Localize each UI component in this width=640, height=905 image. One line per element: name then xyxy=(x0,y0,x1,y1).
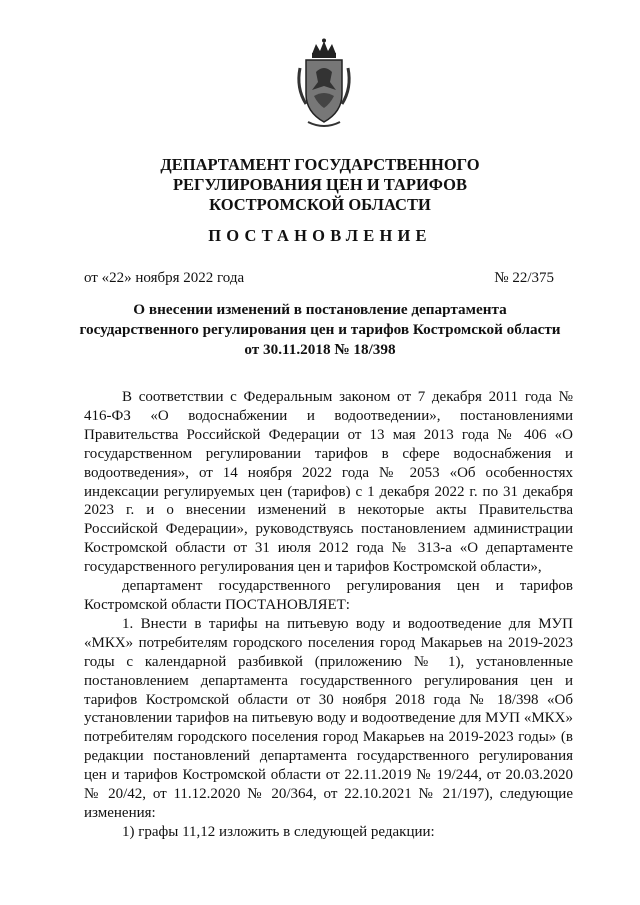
title-line-2: государственного регулирования цен и тарифов Костромской области xyxy=(79,321,561,338)
coat-of-arms-emblem xyxy=(294,38,354,128)
document-number: № 22/375 xyxy=(494,270,554,286)
document-body xyxy=(84,388,573,842)
paragraph-resolves: департамент государственного регулирования цен и тарифов Костромской области ПОСТАНОВЛЯЕТ: xyxy=(84,578,573,613)
title-line-3: от 30.11.2018 № 18/398 xyxy=(244,341,396,358)
header-line-1: ДЕПАРТАМЕНТ ГОСУДАРСТВЕННОГО xyxy=(160,155,480,174)
paragraph-item-1: 1. Внести в тарифы на питьевую воду и водоотведение для МУП «МКХ» потребителям городского поселения город Макарьев на 2019-2023 годы с календарной разбивкой (приложению № 1), установленные постановлением департамента государственного регулирования цен и тарифов Костромской области от 30 ноября 2018 года № 18/398 «Об установлении тарифов на питьевую воду и водоотведение для МУП «МКХ» потребителям городского поселения город Макарьев на 2019-2023 годы» (в редакции постановлений департамента государственного регулирования цен и тарифов Костромской области от 22.11.2019 № 19/244, от 20.03.2020 № 20/42, от 11.12.2020 № 20/364, от 22.10.2021 № 21/197), следующие изменения: xyxy=(84,615,573,821)
department-header xyxy=(60,155,580,215)
document-title xyxy=(70,300,570,360)
title-line-1: О внесении изменений в постановление департамента xyxy=(133,301,507,318)
document-type: ПОСТАНОВЛЕНИЕ xyxy=(208,226,432,245)
header-line-2: РЕГУЛИРОВАНИЯ ЦЕН И ТАРИФОВ xyxy=(172,175,468,194)
document-date: от «22» ноября 2022 года xyxy=(84,270,245,286)
paragraph-preamble: В соответствии с Федеральным законом от 7 декабря 2011 года № 416-ФЗ «О водоснабжении и водоотведении», постановлениями Правительства Российской Федерации от 13 мая 2013 года № 406 «О государственном регулировании тарифов в сфере водоснабжения и водоотведения», от 14 ноября 2022 года № 2053 «Об особенностях индексации регулируемых цен (тарифов) с 1 декабря 2022 г. по 31 декабря 2023 г. и о внесении изменений в некоторые акты Правительства Российской Федерации», руководствуясь постановлением администрации Костромской области от 31 июля 2012 года № 313-а «О департаменте государственного регулирования цен и тарифов Костромской области», xyxy=(84,389,573,576)
header-line-3: КОСТРОМСКОЙ ОБЛАСТИ xyxy=(209,195,431,214)
paragraph-subitem-1: 1) графы 11,12 изложить в следующей редакции: xyxy=(122,823,435,840)
